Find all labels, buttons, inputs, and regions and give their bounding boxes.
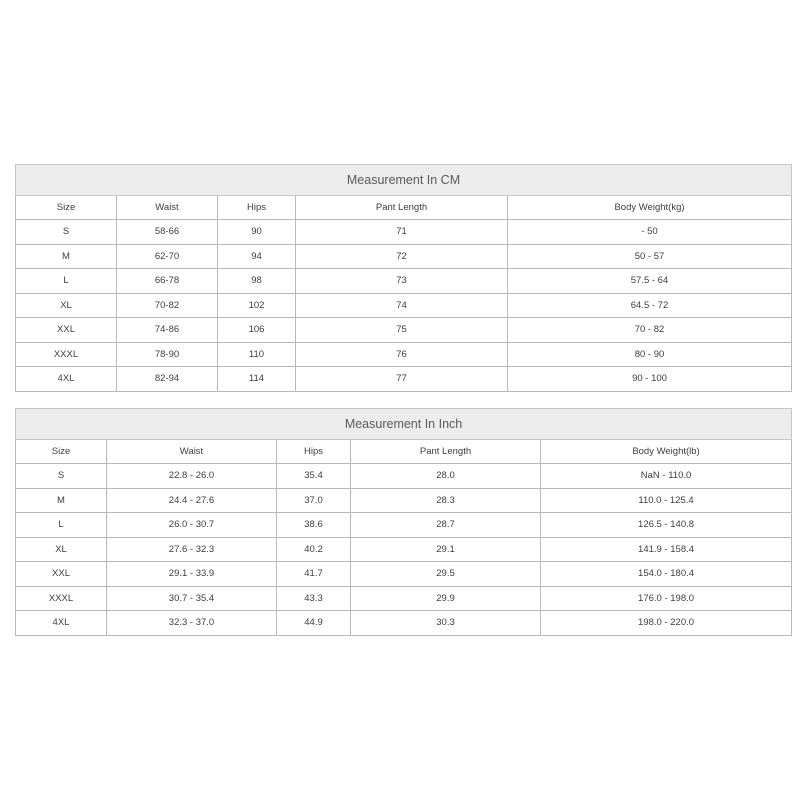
table-cell: 41.7	[277, 562, 351, 587]
column-header: Pant Length	[296, 196, 508, 220]
table-cell: 4XL	[16, 367, 117, 392]
column-header: Pant Length	[351, 440, 541, 464]
table-cell: 176.0 - 198.0	[541, 586, 792, 611]
table-title: Measurement In CM	[16, 165, 792, 196]
table-cell: 76	[296, 342, 508, 367]
table-cell: 110.0 - 125.4	[541, 488, 792, 513]
table-cell: 50 - 57	[508, 244, 792, 269]
table-cell: 4XL	[16, 611, 107, 636]
table-cell: 106	[218, 318, 296, 343]
table-cell: 28.7	[351, 513, 541, 538]
table-cell: XL	[16, 537, 107, 562]
table-row	[16, 342, 792, 367]
table-cell: XXL	[16, 318, 117, 343]
table-cell: 29.9	[351, 586, 541, 611]
table-cell: 44.9	[277, 611, 351, 636]
table-row	[16, 244, 792, 269]
table-cell: 30.3	[351, 611, 541, 636]
table-cell: 27.6 - 32.3	[107, 537, 277, 562]
table-cell: 40.2	[277, 537, 351, 562]
table-cell: 82-94	[117, 367, 218, 392]
table-cell: 28.3	[351, 488, 541, 513]
table-row	[16, 611, 792, 636]
table-cell: 72	[296, 244, 508, 269]
table-header-row	[16, 196, 792, 220]
table-cell: S	[16, 220, 117, 245]
table-cell: 58-66	[117, 220, 218, 245]
table-row	[16, 293, 792, 318]
table-cell: 35.4	[277, 464, 351, 489]
size-chart-cm-table	[15, 164, 792, 392]
table-cell: 29.1	[351, 537, 541, 562]
table-cell: 98	[218, 269, 296, 294]
table-title: Measurement In Inch	[16, 409, 792, 440]
table-cell: - 50	[508, 220, 792, 245]
table-cell: 71	[296, 220, 508, 245]
column-header: Size	[16, 196, 117, 220]
table-title-row	[16, 165, 792, 196]
table-row	[16, 367, 792, 392]
table-cell: 154.0 - 180.4	[541, 562, 792, 587]
table-cell: 74	[296, 293, 508, 318]
table-cell: 57.5 - 64	[508, 269, 792, 294]
column-header: Body Weight(kg)	[508, 196, 792, 220]
table-cell: 29.5	[351, 562, 541, 587]
table-cell: 75	[296, 318, 508, 343]
table-cell: 80 - 90	[508, 342, 792, 367]
table-cell: 32.3 - 37.0	[107, 611, 277, 636]
table-cell: NaN - 110.0	[541, 464, 792, 489]
table-row	[16, 488, 792, 513]
table-cell: M	[16, 488, 107, 513]
column-header: Hips	[218, 196, 296, 220]
column-header: Waist	[107, 440, 277, 464]
table-cell: 43.3	[277, 586, 351, 611]
table-cell: 74-86	[117, 318, 218, 343]
table-row	[16, 269, 792, 294]
table-cell: 90	[218, 220, 296, 245]
table-cell: XL	[16, 293, 117, 318]
table-cell: 70 - 82	[508, 318, 792, 343]
table-cell: 37.0	[277, 488, 351, 513]
table-row	[16, 562, 792, 587]
table-cell: 70-82	[117, 293, 218, 318]
table-title-row	[16, 409, 792, 440]
table-cell: 24.4 - 27.6	[107, 488, 277, 513]
column-header: Waist	[117, 196, 218, 220]
table-cell: 78-90	[117, 342, 218, 367]
table-row	[16, 513, 792, 538]
column-header: Hips	[277, 440, 351, 464]
table-cell: 102	[218, 293, 296, 318]
table-cell: 77	[296, 367, 508, 392]
table-cell: 64.5 - 72	[508, 293, 792, 318]
table-cell: 38.6	[277, 513, 351, 538]
table-cell: 29.1 - 33.9	[107, 562, 277, 587]
table-cell: XXXL	[16, 586, 107, 611]
table-cell: S	[16, 464, 107, 489]
column-header: Size	[16, 440, 107, 464]
column-header: Body Weight(lb)	[541, 440, 792, 464]
table-cell: 30.7 - 35.4	[107, 586, 277, 611]
table-row	[16, 464, 792, 489]
table-row	[16, 220, 792, 245]
table-row	[16, 537, 792, 562]
table-row	[16, 318, 792, 343]
table-cell: 73	[296, 269, 508, 294]
table-cell: 126.5 - 140.8	[541, 513, 792, 538]
table-row	[16, 586, 792, 611]
table-cell: 66-78	[117, 269, 218, 294]
table-cell: L	[16, 513, 107, 538]
table-cell: 22.8 - 26.0	[107, 464, 277, 489]
table-cell: 94	[218, 244, 296, 269]
table-cell: 28.0	[351, 464, 541, 489]
table-cell: M	[16, 244, 117, 269]
table-cell: 26.0 - 30.7	[107, 513, 277, 538]
table-cell: 110	[218, 342, 296, 367]
table-cell: 62-70	[117, 244, 218, 269]
table-cell: 198.0 - 220.0	[541, 611, 792, 636]
size-chart-inch-table	[15, 408, 792, 636]
table-cell: 90 - 100	[508, 367, 792, 392]
table-cell: 141.9 - 158.4	[541, 537, 792, 562]
table-header-row	[16, 440, 792, 464]
table-cell: 114	[218, 367, 296, 392]
table-cell: XXL	[16, 562, 107, 587]
table-cell: XXXL	[16, 342, 117, 367]
table-cell: L	[16, 269, 117, 294]
